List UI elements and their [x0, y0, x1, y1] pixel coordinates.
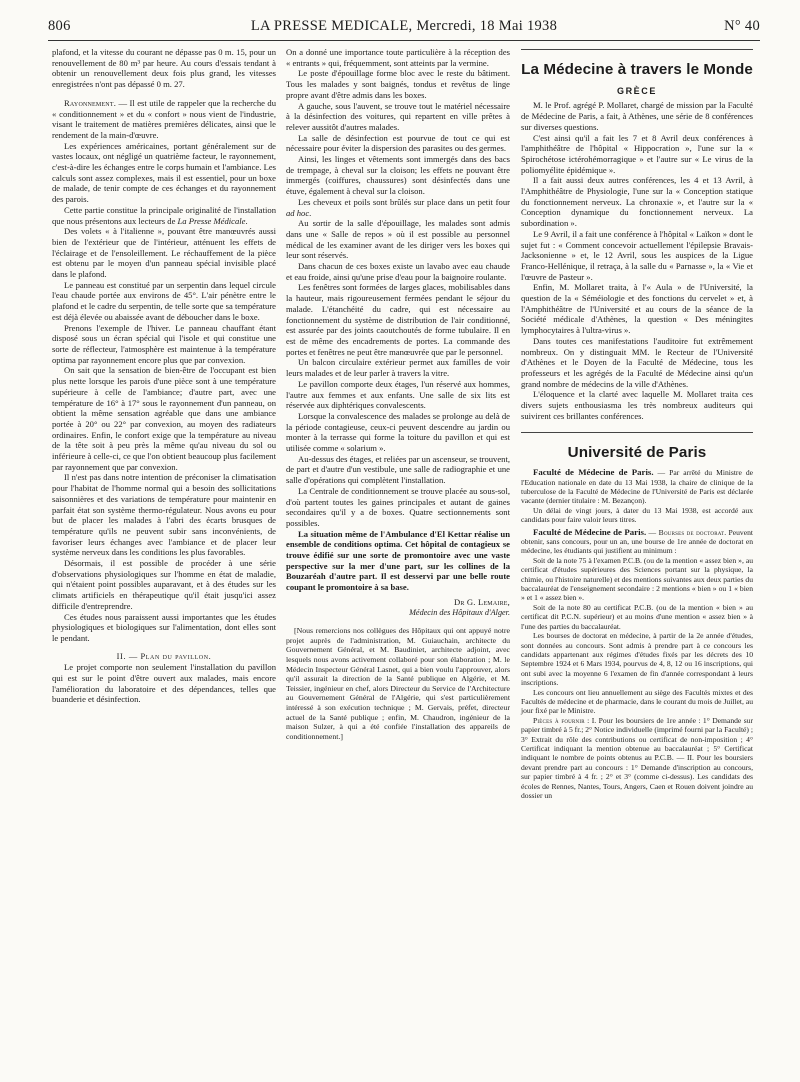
paragraph: Dans toutes ces manifestations l'auditoire fut extrêmement nombreux. On y distinguait MM. le Recteur de l'Université d'Athènes et le Doyen de la Faculté de Médecine, tous les professeurs et les agrégés de la Faculté de Médecine ainsi qu'un grand nombre de médecins de la ville d'Athènes. — [521, 335, 753, 389]
paragraph: La Centrale de conditionnement se trouve placée au sous-sol, d'où partent toutes les gaines principales et autant de gaines secondaires qu'il y a de boxes. Quatre sectionnements sont possibles. — [286, 485, 510, 528]
paragraph: Il n'est pas dans notre intention de préconiser la climatisation pour l'habitat de l'homme normal qui a besoin des sollicitations saisonnières et des variations de température pour maintenir en parfait état son système thermo-régulateur. Nous avons eu pour but de placer les malades à l'abri des écarts brusques de température qu'ils ne peuvent subir sans inconvénients, de favoriser leurs échanges avec l'ambiance et de placer leur système nerveux dans les conditions les plus favorables. — [52, 472, 276, 558]
paragraph: Le poste d'épouillage forme bloc avec le reste du bâtiment. Tous les malades y sont baignés, tondus et revêtus de linge propre avant d'être admis dans les boxes. — [286, 68, 510, 100]
paragraph: Prenons l'exemple de l'hiver. Le panneau chauffant étant disposé sous un écran spécial qui l'isole et qui constitue une sorte de réflecteur, l'atmosphère est maintenue à la température optima par rayonnement encore plus que par convexion. — [52, 322, 276, 365]
latin-phrase: ad hoc — [286, 207, 310, 218]
paragraph: Le pavillon comporte deux étages, l'un réservé aux hommes, l'autre aux femmes et aux enfants. Une salle de six lits est réservée aux diphtériques convalescents. — [286, 378, 510, 411]
paragraph: Désormais, il est possible de procéder à une série d'observations physiologiques sur l'homme en état de maladie, qui n'étaient point possibles auparavant, et à des études sur les climats artificiels en thérapeutique qu'il était jusqu'ici assez difficile d'entreprendre. — [52, 558, 276, 611]
section-rule — [521, 49, 753, 50]
column-1 — [52, 47, 276, 705]
notice — [521, 716, 753, 801]
issue-number: N° 40 — [724, 18, 760, 34]
paragraph: M. le Prof. agrégé P. Mollaret, chargé de mission par la Faculté de Médecine de Paris, a fait, à Athènes, une série de 8 conférences sur diverses questions. — [521, 100, 753, 132]
paragraph: Le projet comporte non seulement l'installation du pavillon qui est sur le point d'être ouvert aux malades, mais encore l'amélioration du laboratoire et des dépendances, telles que buanderie et désinfection. — [52, 662, 276, 705]
paragraph: Enfin, M. Mollaret traita, à l'« Aula » de l'Université, la question de la « Séméiologie et des fonctions du cervelet » et, à l'Amphithéâtre de l'Université et au cours de la séance de la Société médicale d'Athènes, la question « Des méningites lymphocytaires à l'ultra-virus ». — [521, 282, 753, 336]
country-heading: GRÈCE — [616, 85, 657, 96]
paragraph-text: Cette partie constitue la principale originalité de l'installation que nous présentons aux lecteurs de — [52, 204, 276, 226]
notice — [521, 528, 753, 556]
paragraph-text: Les cheveux et poils sont brûlés sur place dans un petit four — [298, 196, 510, 207]
notice: Soit de la note 80 au certificat P.C.B. (ou de la mention « bien » au certificat dit P.C.N. supérieur) et au moins d'une mention « assez bien » à l'une des parties du baccalauréat. — [521, 602, 753, 631]
notice-subtitle: Pièces à fournir — [533, 715, 585, 725]
paragraph: Les expériences américaines, portant généralement sur de vastes locaux, ont négligé un quatrième facteur, le rayonnement, c'est-à-dire les échanges entre le corps humain et l'ambiance. Les calculs sont assez complexes, mais il est essentiel, pour un boxe de malade, de tenir compte de ces échanges et du rayonnement des parois. — [52, 140, 276, 205]
paragraph: L'éloquence et la clarté avec laquelle M. Mollaret traita ces divers sujets enthousiasma les très nombreux auditeurs qui suivirent ces brillantes conférences. — [521, 389, 753, 421]
notice-text: Peuvent obtenir, sans concours, pour un an, une bourse de 1re année de doctorat en médecine, les étudiants qui justifient au minimum : — [521, 527, 753, 556]
rubric-heading: La Médecine à travers le Monde — [521, 61, 753, 78]
paragraph: Lorsque la convalescence des malades se prolonge au delà de la période contagieuse, ceux-ci peuvent descendre au jardin ou monter à la terrasse qui forme la toiture du pavillon et qui est utilisée comme « solarium ». — [286, 410, 510, 454]
paragraph: Des volets « à l'italienne », pouvant être manœuvrés aussi bien de l'extérieur que de l'intérieur, atténuent les effets de l'éclairage et de l'ensoleillement. Le réchauffement de la pièce est obtenu par le moyen d'un panneau spécial invisible placé dans le plafond. — [52, 226, 276, 280]
author-title: Médecin des Hôpitaux d'Alger. — [409, 607, 510, 617]
paragraph: C'est ainsi qu'il a fait les 7 et 8 Avril deux conférences à l'amphithéâtre de l'hôpital « Hippocration », l'une sur la « Spirochétose ictérohémorragique » et l'autre sur « Le virus de la poliomyélite épidémique ». — [521, 132, 753, 175]
paragraph: Au sortir de la salle d'épouillage, les malades sont admis dans une « Salle de repos » où il est possible au personnel médical de les examiner avant de les diriger vers les boxes qui leur sont réservés. — [286, 218, 510, 261]
acknowledgement-note — [286, 626, 510, 741]
paragraph: On a donné une importance toute particulière à la réception des « entrants » qui, fréquemment, sont atteints par la vermine. — [286, 47, 510, 68]
paragraph — [52, 205, 276, 226]
paragraph-text: — Il est utile de rappeler que la recherche du « conditionnement » et du « confort » nous vient de l'industrie, visant le traitement de matières premières délicates, ainsi que le rendement de la main-d'œuvre. — [52, 97, 276, 140]
author-signature — [286, 597, 510, 608]
notice-text: : I. Pour les boursiers de 1re année : 1° Demande sur papier timbré à 5 fr.; 2° Notice individuelle (imprimé fourni par la Faculté) ; 3° Extrait du rôle des contributions ou certificat de non-imposition ; 4° Certificat indiquant la mention obtenue au baccalauréat ; 5° Certificat indiquant le nombre de points obtenus au P.C.B. — II. Pour les boursiers devant prendre part au concours : 1° Demande d'inscription au concours, sur papier timbré à 4 fr. ; 2° et 3° (comme ci-dessus). Les candidats des écoles de Rennes, Nantes, Tours, Angers, Caen et Rouen doivent joindre au dossier un — [521, 715, 754, 801]
paragraph: On sait que la sensation de bien-être de l'occupant est bien plus nette lorsque les parois d'une pièce sont à une température supérieure à celle de l'ambiance; d'autre part, avec une température de 16° à 17° sous le rayonnement d'un panneau, on obtient la même sensation agréable que dans une ambiance portée à 20° ou 22° par convexion, au moyen des radiateurs ordinaires. Enfin, le confort exige que la température au niveau de la tête soit à peu près la même qu'au niveau du sol ou inférieure à celle-ci, ce que l'on obtient beaucoup plus facilement par rayonnement que par convexion. — [52, 365, 276, 472]
paragraph: plafond, et la vitesse du courant ne dépasse pas 0 m. 15, pour un renouvellement de 80 m³ par heure. Au cours d'essais tendant à obtenir un renouvellement deux fois plus grand, les vitesses enregistrées n'ont pas dépassé 0 m. 27. — [52, 47, 276, 90]
paragraph: La situation même de l'Ambulance d'El Kettar réalise un ensemble de conditions optima. Cet hôpital de contagieux se trouve édifié sur une sorte de promontoire avec une vaste perspective sur la mer d'une part, sur les collines de la Bouzaréah d'autre part. Il est desservi par une belle route coupant le promontoire à sa base. — [286, 528, 510, 593]
section-rule — [521, 432, 753, 433]
paragraph: A gauche, sous l'auvent, se trouve tout le matériel nécessaire à la désinfection des voitures, qui repartent en ville prêtes à relever aussitôt d'autres malades. — [286, 100, 510, 132]
paragraph — [286, 197, 510, 218]
rubric-heading: Université de Paris — [567, 443, 707, 461]
column-2 — [286, 47, 510, 741]
paragraph: Le panneau est constitué par un serpentin dans lequel circule l'eau chaude portée aux environs de 45°. L'air pénètre entre le plafond et le cadre du serpentin, de telle sorte que sa température est déjà élevée ou abaissée avant de déboucher dans le boxe. — [52, 279, 276, 322]
notice-subtitle: — Bourses de doctorat. — [646, 527, 727, 537]
page-header — [48, 18, 760, 40]
column-3 — [521, 47, 753, 800]
paragraph: Le 9 Avril, il a fait une conférence à l'hôpital « Laïkon » dont le sujet fut : « Comment concevoir actuellement l'épilepsie Bravais-Jacksonienne » et, le 12 Avril, sous les auspices de la Ligue Franco-Hellénique, il retraça, à la salle du « Parnasse », la « Vie et l'œuvre de Pasteur ». — [521, 228, 753, 282]
notice-title: Faculté de Médecine de Paris. — [533, 467, 654, 478]
notice: Un délai de vingt jours, à dater du 13 Mai 1938, est accordé aux candidats pour faire valoir leurs titres. — [521, 505, 753, 525]
journal-name: La Presse Médicale — [177, 215, 246, 226]
notice-text: — Par arrêté du Ministre de l'Education nationale en date du 13 Mai 1938, la chaire de clinique de la tuberculose de la Faculté de Médecine de l'Université de Paris est déclarée vacante (dernier titulaire : M. Bezançon). — [521, 468, 753, 506]
paragraph: Au-dessus des étages, et reliées par un ascenseur, se trouvent, de part et d'autre d'un vestibule, une salle de radiographie et une salle d'opérations qui complètent l'installation. — [286, 453, 510, 486]
notice-title: Faculté de Médecine de Paris. — [533, 526, 647, 537]
header-rule — [48, 40, 760, 41]
notice: Les bourses de doctorat en médecine, à partir de la 2e année d'études, sont données au concours. Sont admis à prendre part à ce concours les candidats appartenant aux régimes d'études fixés par les décrets des 10 Septembre 1924 et 6 Mars 1934, pourvus de 4, 8, 12 ou 16 inscriptions, qui ont subi avec la moyenne 6 l'examen de fin d'année correspondant à leurs inscriptions. — [521, 631, 753, 688]
paragraph: Ces études nous paraissent aussi importantes que les études physiologiques et biologiques sur l'alimentation, dont elles sont le pendant. — [52, 611, 276, 643]
journal-title: LA PRESSE MEDICALE, Mercredi, 18 Mai 1938 — [250, 18, 558, 34]
section-heading: II. — Plan du pavillon. — [116, 651, 212, 661]
page-number: 806 — [48, 18, 71, 34]
paragraph-lead: Rayonnement. — [64, 97, 117, 108]
notice: Les concours ont lieu annuellement au siège des Facultés mixtes et des Facultés de médecine et de pharmacie, dans le courant du mois de Juillet, au jour fixé par le Ministre. — [521, 687, 753, 716]
author-name: Dr G. Lemaire, — [453, 596, 510, 607]
paragraph: Dans chacun de ces boxes existe un lavabo avec eau chaude et eau froide, ainsi qu'une prise d'eau pour la baignoire roulante. — [286, 261, 510, 282]
paragraph: Ainsi, les linges et vêtements sont immergés dans des bacs de trempage, à cheval sur la cloison; les effets ne pouvant être immergés (coiffures, chaussures) sont désinfectés dans une étuve, également à cheval sur la cloison. — [286, 154, 510, 197]
notice: Soit de la note 75 à l'examen P.C.B. (ou de la mention « assez bien », au certificat d'études supérieures des Sciences portant sur la physique, la chimie, ou l'histoire naturelle) et des mentions suivantes aux deux parties du baccalauréat de l'enseignement secondaire : 2 mentions « bien » ou 1 « bien » et 1 « assez bien ». — [521, 555, 753, 603]
paragraph — [52, 98, 276, 141]
paragraph: Un balcon circulaire extérieur permet aux familles de voir leurs malades et de leur parler à travers la vitre. — [286, 357, 510, 379]
paragraph-text: . — [245, 215, 248, 226]
note-text: [Nous remercions nos collègues des Hôpitaux qui ont appuyé notre projet auprès de l'administration, M. Guiauchain, architecte du Gouvernement Général, et M. Baudiniet, architecte adjoint, avec lesquels nous avons activement collaboré pour son élaboration ; M. le Médecin Inspecteur Général Lasnet, qui a bien voulu l'approuver, alors qu'il assurait la direction de la Santé publique en Algérie, et M. Teissier, ingénieur en chef, alors Directeur du Service de l'Architecture au Gouvernement Général de l'Algérie, qui s'est particulièrement intéressé à son exécution technique ; M. Gervais, préfet, directeur actuel de la Santé publique ; enfin, M. Chaudron, ingénieur de la maison Sulzer, à qui a été confiée l'installation des appareils de conditionnement.] — [286, 626, 510, 741]
paragraph: La salle de désinfection est pourvue de tout ce qui est nécessaire pour éviter la dispersion des parasites ou des germes. — [286, 132, 510, 154]
paragraph-text: . — [309, 207, 312, 218]
notice — [521, 468, 753, 506]
paragraph: Il a fait aussi deux autres conférences, les 4 et 13 Avril, à l'Amphithéâtre de Physiologie, l'une sur la « Conception statique du fonctionnement nerveux. La chronaxie », et l'autre sur la « Conception dynamique du fonctionnement nerveux. La subordination ». — [521, 175, 753, 229]
paragraph: Les fenêtres sont formées de larges glaces, mobilisables dans la hauteur, mais rigoureusement fermées pendant le séjour du malade. L'étanchéité du cadre, qui est nécessaire au fonctionnement du système de distribution de l'air conditionné, est assurée par des joints caoutchoutés de forme tubulaire. Il en est de même des encadrements de portes. La commande des portes et fenêtres ne peut être manœuvrée que par le personnel. — [286, 282, 510, 357]
